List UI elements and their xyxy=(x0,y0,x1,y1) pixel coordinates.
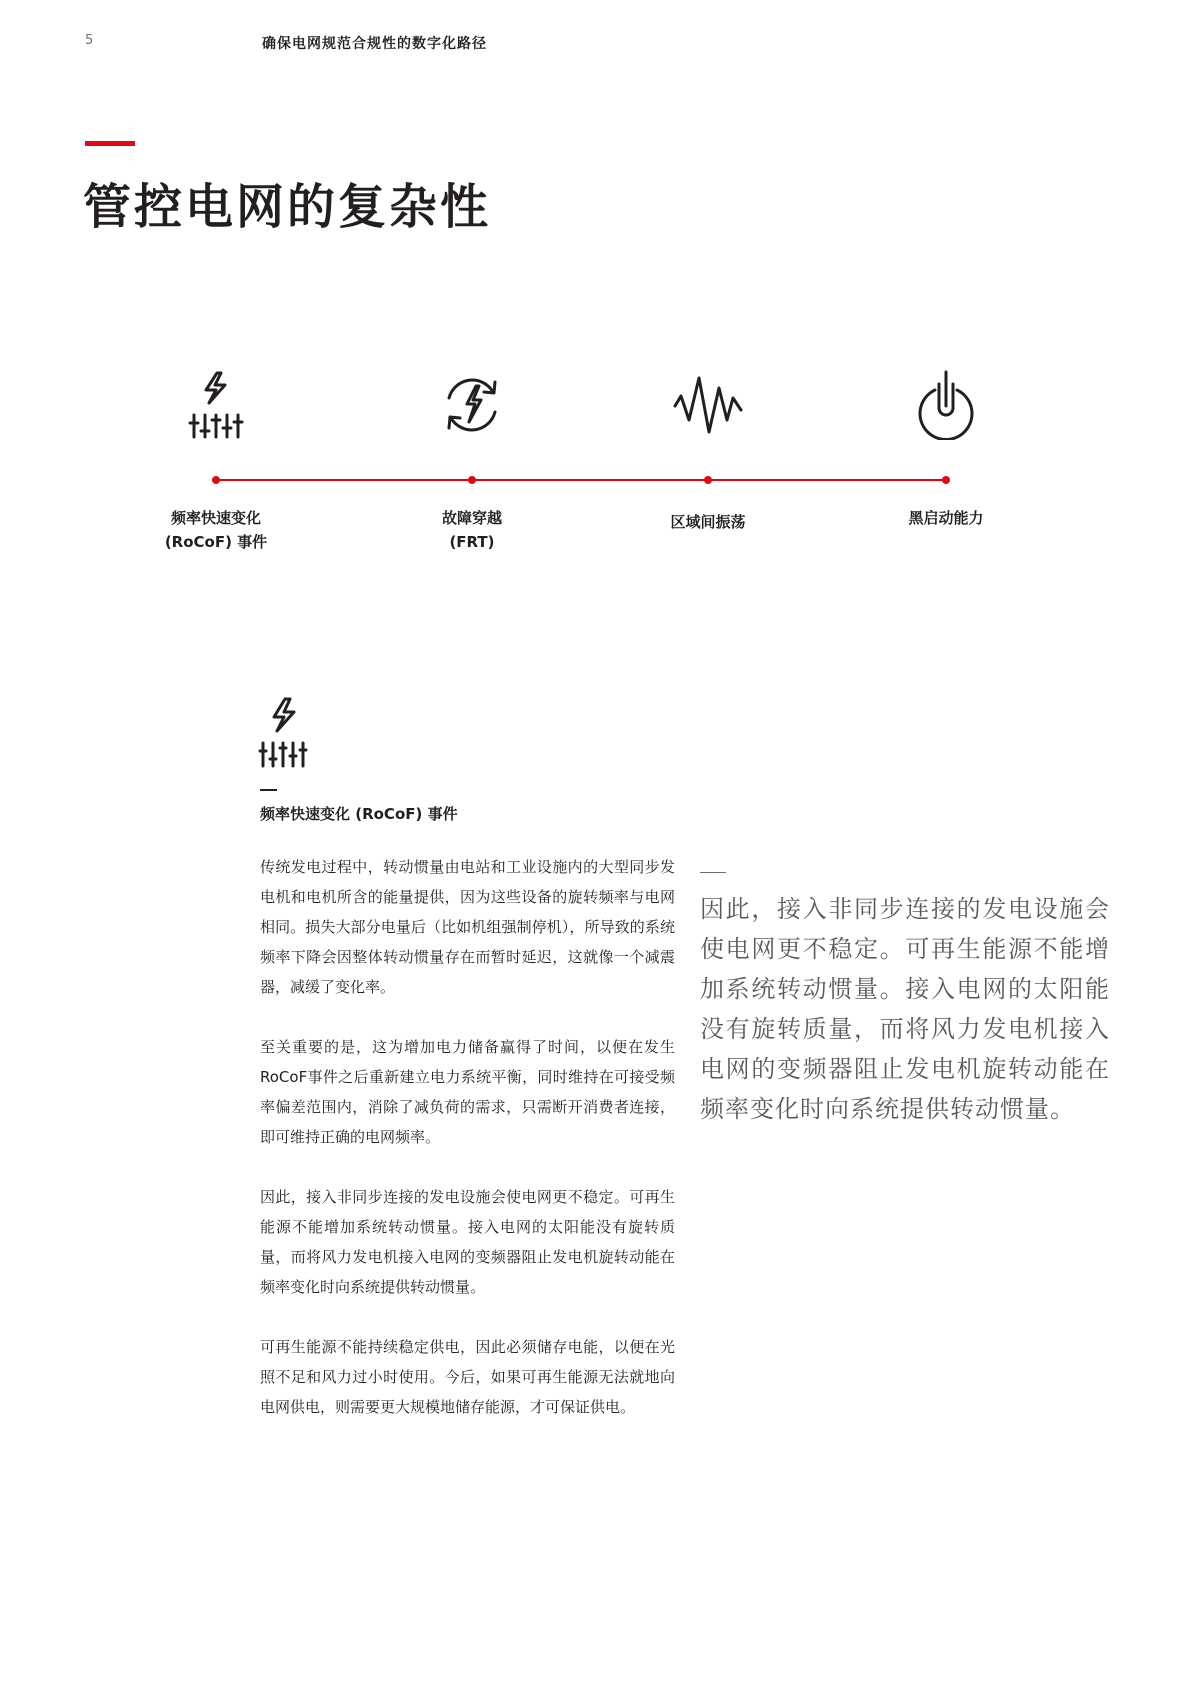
timeline-label xyxy=(372,506,572,554)
page-number: 5 xyxy=(85,33,94,48)
timeline-label xyxy=(608,510,808,534)
pull-quote: 因此，接入非同步连接的发电设施会使电网更不稳定。可再生能源不能增加系统转动惯量。接入电网的太阳能没有旋转质量，而将风力发电机接入电网的变频器阻止发电机旋转动能在频率变化时向系统提供转动惯量。 xyxy=(700,895,1110,1123)
timeline-label-line1: 频率快速变化 xyxy=(170,509,261,527)
pull-quote-divider xyxy=(700,872,726,873)
body-paragraph: 可再生能源不能持续稳定供电，因此必须储存电能，以便在光照不足和风力过小时使用。今后，如果可再生能源无法就地向电网供电，则需要更大规模地储存能源，才可保证供电。 xyxy=(260,1338,675,1416)
power-icon xyxy=(911,370,981,440)
timeline xyxy=(0,360,1191,560)
timeline-dot xyxy=(704,476,712,484)
timeline-label-line1: 区域间振荡 xyxy=(670,513,746,531)
lightning-sliders-icon xyxy=(181,370,251,440)
timeline-label xyxy=(846,506,1046,530)
timeline-item-oscillation xyxy=(608,360,808,560)
timeline-dot xyxy=(942,476,950,484)
timeline-item-rocof xyxy=(116,360,316,560)
body-paragraph: 因此，接入非同步连接的发电设施会使电网更不稳定。可再生能源不能增加系统转动惯量。接入电网的太阳能没有旋转质量，而将风力发电机接入电网的变频器阻止发电机旋转动能在频率变化时向系统提供转动惯量。 xyxy=(260,1188,675,1296)
timeline-dot xyxy=(468,476,476,484)
body-text xyxy=(260,852,675,1452)
oscillation-wave-icon xyxy=(673,370,743,440)
body-paragraph: 传统发电过程中，转动惯量由电站和工业设施内的大型同步发电机和电机所含的能量提供，因为这些设备的旋转频率与电网相同。损失大部分电量后（比如机组强制停机），所导致的系统频率下降会因整体转动惯量存在而暂时延迟，这就像一个减震器，减缓了变化率。 xyxy=(260,858,675,996)
timeline-label-line1: 黑启动能力 xyxy=(908,509,984,527)
timeline-item-blackstart xyxy=(846,360,1046,560)
title-accent-bar xyxy=(85,141,135,146)
timeline-item-frt xyxy=(372,360,572,560)
timeline-dot xyxy=(212,476,220,484)
timeline-label-line1: 故障穿越 xyxy=(441,509,502,527)
lightning-cycle-icon xyxy=(437,370,507,440)
page-title: 管控电网的复杂性 xyxy=(83,179,492,235)
detail-divider xyxy=(260,789,277,791)
lightning-sliders-icon xyxy=(258,696,310,768)
timeline-label xyxy=(116,506,316,554)
detail-heading: 频率快速变化 (RoCoF) 事件 xyxy=(260,805,458,823)
running-title: 确保电网规范合规性的数字化路径 xyxy=(262,36,487,52)
timeline-label-line2: (FRT) xyxy=(449,533,495,551)
body-paragraph: 至关重要的是，这为增加电力储备赢得了时间，以便在发生RoCoF事件之后重新建立电力系统平衡，同时维持在可接受频率偏差范围内，消除了减负荷的需求，只需断开消费者连接，即可维持正确的电网频率。 xyxy=(260,1038,675,1146)
timeline-line xyxy=(216,479,946,481)
timeline-label-line2: (RoCoF) 事件 xyxy=(164,533,268,551)
